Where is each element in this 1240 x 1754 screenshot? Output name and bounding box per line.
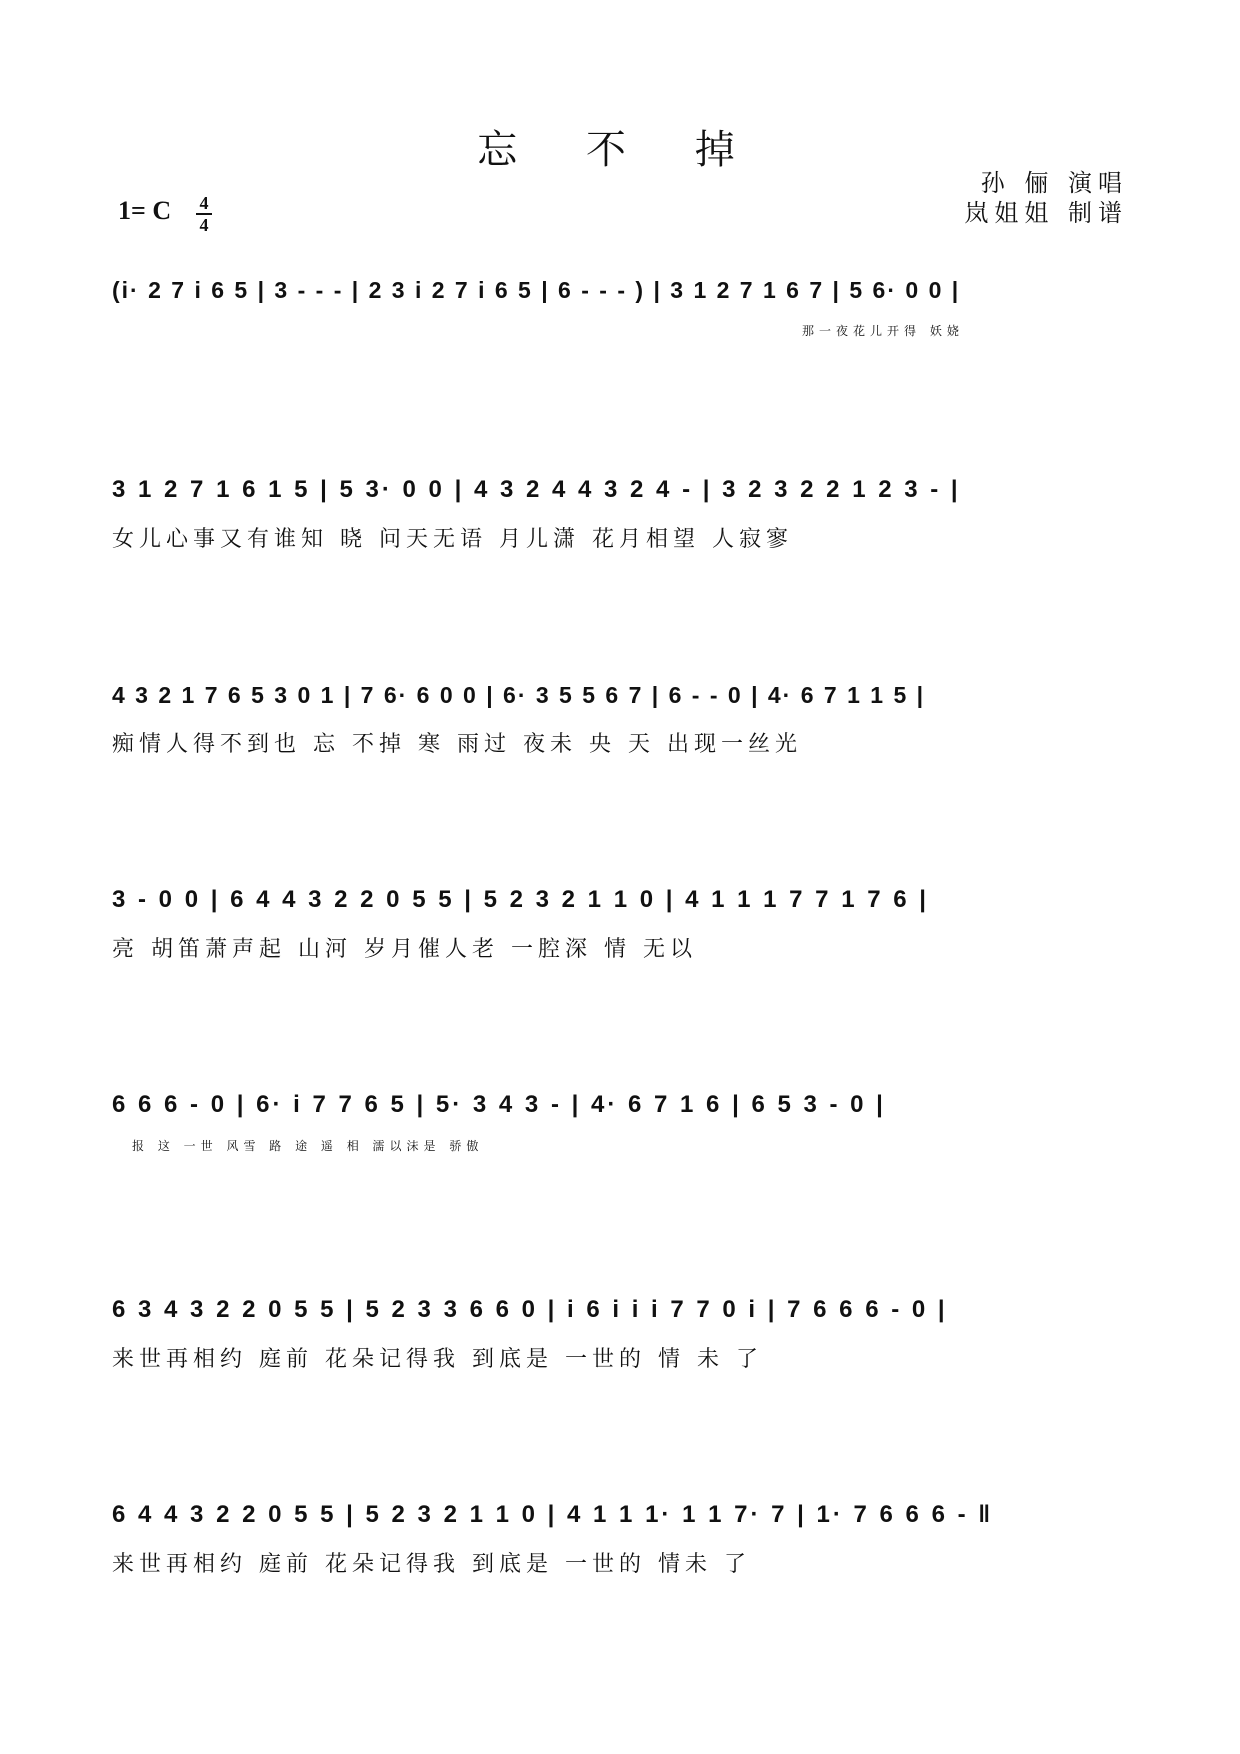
notes-row-7 xyxy=(112,1475,1130,1545)
notes-row-2 xyxy=(112,450,1130,520)
notes-text: 4 3 2 1 7 6 5 3 0 1 | 7 6· 6 0 0 | 6· 3 5 5 6 7 | 6 - - 0 | 4· 6 7 1 1 5 | xyxy=(112,682,926,708)
notes-text: 3 - 0 0 | 6 4 4 3 2 2 0 5 5 | 5 2 3 2 1 1 0 | 4 1 1 1 7 7 1 7 6 | xyxy=(112,886,929,913)
notes-text: 6 6 6 - 0 | 6· i 7 7 6 5 | 5· 3 4 3 - | 4· 6 7 1 6 | 6 5 3 - 0 | xyxy=(112,1091,886,1118)
lyrics-row-4: 亮 胡笛萧声起 山河 岁月催人老 一腔深 情 无以 xyxy=(112,937,697,962)
lyrics-row-6: 来世再相约 庭前 花朵记得我 到底是 一世的 情 未 了 xyxy=(112,1347,763,1372)
notes-row-4 xyxy=(112,860,1130,930)
time-signature-bottom: 4 xyxy=(199,215,209,235)
lyrics-row-1: 那一夜花儿开得 妖娆 xyxy=(802,324,964,338)
arranger-credit: 岚姐姐 制谱 xyxy=(964,199,1128,227)
notes-text: 6 4 4 3 2 2 0 5 5 | 5 2 3 2 1 1 0 | 4 1 1 1· 1 1 7· 7 | 1· 7 6 6 6 - ‖ xyxy=(112,1501,994,1528)
notes-row-3 xyxy=(112,655,1130,725)
notes-text: 6 3 4 3 2 2 0 5 5 | 5 2 3 3 6 6 0 | i 6 i i i 7 7 0 i | 7 6 6 6 - 0 | xyxy=(112,1296,948,1323)
notes-text: 3 1 2 7 1 6 1 5 | 5 3· 0 0 | 4 3 2 4 4 3 2 4 - | 3 2 3 2 2 1 2 3 - | xyxy=(112,476,961,503)
notes-row-1 xyxy=(112,250,1130,320)
notes-row-6 xyxy=(112,1270,1130,1340)
notes-row-5 xyxy=(112,1065,1130,1135)
lyrics-row-5: 报 这 一世 风雪 路 途 遥 相 濡以沫是 骄傲 xyxy=(132,1139,484,1153)
time-signature-top: 4 xyxy=(199,193,209,213)
lyrics-row-3: 痴情人得不到也 忘 不掉 寒 雨过 夜未 央 天 出现一丝光 xyxy=(112,732,802,757)
lyrics-row-2: 女儿心事又有谁知 晓 问天无语 月儿潇 花月相望 人寂寥 xyxy=(112,527,793,552)
time-signature xyxy=(196,194,212,234)
singer-credit: 孙 俪 演唱 xyxy=(980,169,1128,197)
lyrics-row-7: 来世再相约 庭前 花朵记得我 到底是 一世的 情未 了 xyxy=(112,1552,751,1577)
song-title: 忘 不 掉 xyxy=(477,127,763,173)
key-signature: 1= C xyxy=(118,196,172,225)
notes-text: (i· 2 7 i 6 5 | 3 - - - | 2 3 i 2 7 i 6 5 | 6 - - - ) | 3 1 2 7 1 6 7 | 5 6· 0 0 | xyxy=(112,277,961,303)
